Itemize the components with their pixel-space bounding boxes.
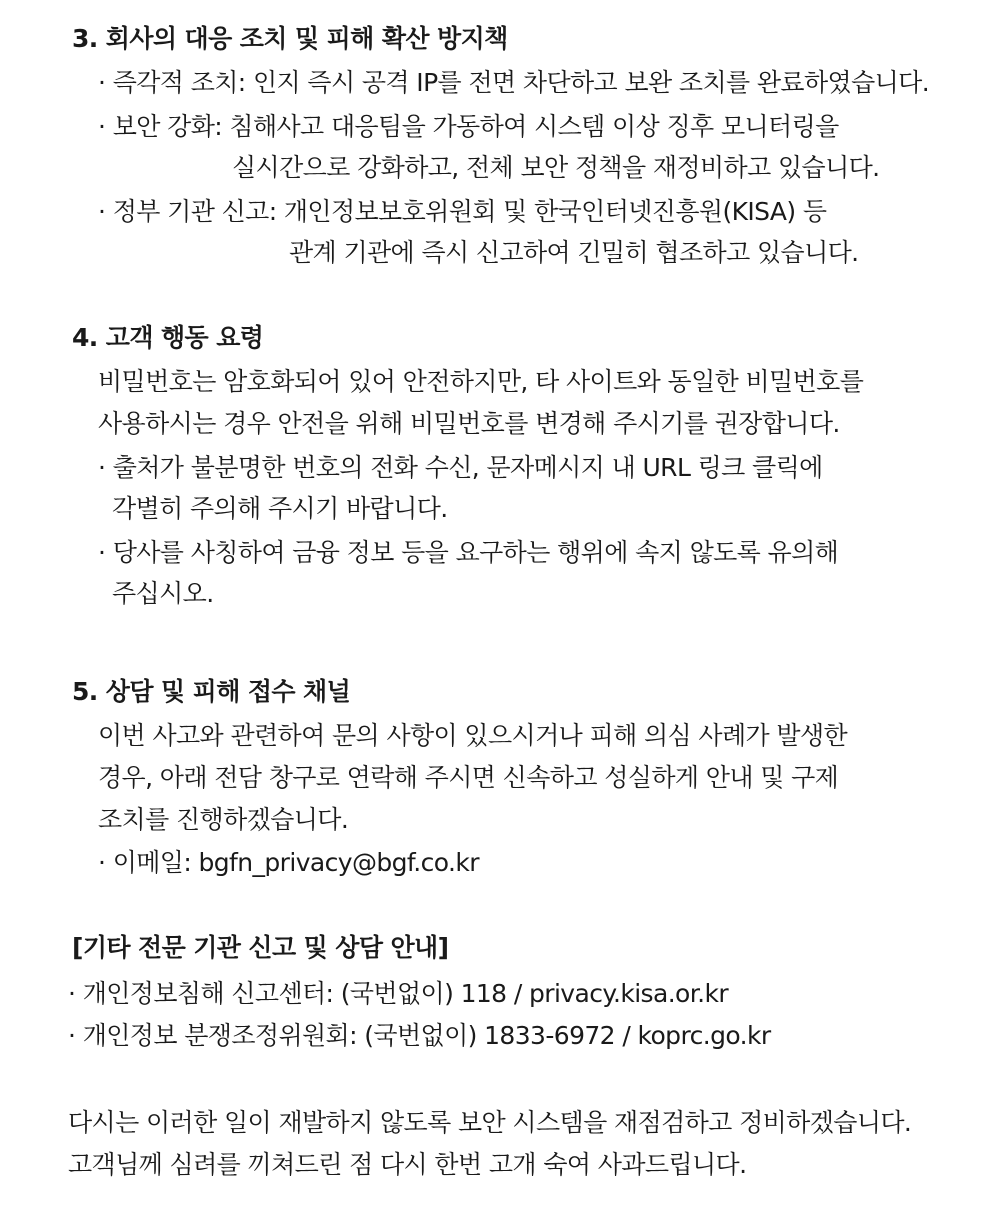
- section-4-bullet-impersonation-line1: · 당사를 사칭하여 금융 정보 등을 요구하는 행위에 속지 않도록 유의해: [98, 538, 839, 567]
- section-3-heading: 3. 회사의 대응 조치 및 피해 확산 방지책: [72, 24, 508, 53]
- closing-line2: 고객님께 심려를 끼쳐드린 점 다시 한번 고개 숙여 사과드립니다.: [68, 1150, 747, 1179]
- section-5-paragraph-line1: 이번 사고와 관련하여 문의 사항이 있으시거나 피해 의심 사례가 발생한: [98, 721, 848, 750]
- section-3-bullet-immediate: · 즉각적 조치: 인지 즉시 공격 IP를 전면 차단하고 보완 조치를 완료하였습니다.: [98, 68, 930, 97]
- other-item-kisa: · 개인정보침해 신고센터: (국번없이) 118 / privacy.kisa.or.kr: [68, 979, 729, 1008]
- section-4-bullet-impersonation-line2: 주십시오.: [112, 579, 214, 608]
- section-4-heading: 4. 고객 행동 요령: [72, 323, 264, 352]
- section-4-paragraph-line1: 비밀번호는 암호화되어 있어 안전하지만, 타 사이트와 동일한 비밀번호를: [98, 367, 864, 396]
- section-3-bullet-report-line1: · 정부 기관 신고: 개인정보보호위원회 및 한국인터넷진흥원(KISA) 등: [98, 197, 827, 226]
- section-5-paragraph-line2: 경우, 아래 전담 창구로 연락해 주시면 신속하고 성실하게 안내 및 구제: [98, 763, 839, 792]
- section-4-paragraph-line2: 사용하시는 경우 안전을 위해 비밀번호를 변경해 주시기를 권장합니다.: [98, 409, 840, 438]
- other-institutions-heading: [기타 전문 기관 신고 및 상담 안내]: [72, 933, 449, 962]
- section-3-bullet-report-line2: 관계 기관에 즉시 신고하여 긴밀히 협조하고 있습니다.: [289, 238, 859, 267]
- section-5-paragraph-line3: 조치를 진행하겠습니다.: [98, 805, 349, 834]
- section-4-bullet-calls-line2: 각별히 주의해 주시기 바랍니다.: [112, 494, 448, 523]
- section-3-bullet-security-line2: 실시간으로 강화하고, 전체 보안 정책을 재정비하고 있습니다.: [232, 153, 880, 182]
- other-item-koprc: · 개인정보 분쟁조정위원회: (국번없이) 1833-6972 / koprc.go.kr: [68, 1021, 771, 1050]
- section-5-heading: 5. 상담 및 피해 접수 채널: [72, 677, 351, 706]
- section-5-email: · 이메일: bgfn_privacy@bgf.co.kr: [98, 848, 479, 877]
- section-4-bullet-calls-line1: · 출처가 불분명한 번호의 전화 수신, 문자메시지 내 URL 링크 클릭에: [98, 453, 823, 482]
- section-3-bullet-security-line1: · 보안 강화: 침해사고 대응팀을 가동하여 시스템 이상 징후 모니터링을: [98, 112, 839, 141]
- closing-line1: 다시는 이러한 일이 재발하지 않도록 보안 시스템을 재점검하고 정비하겠습니다.: [68, 1108, 912, 1137]
